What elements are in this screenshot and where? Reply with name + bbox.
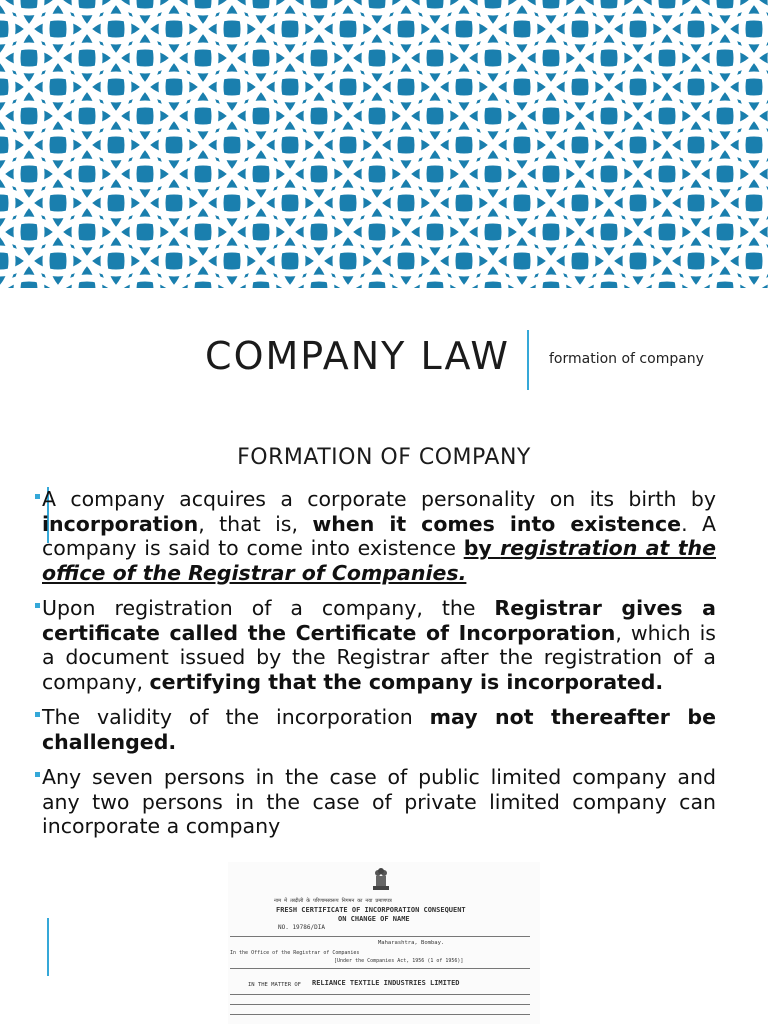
bullet-text-segment: by: [463, 536, 501, 560]
bullet-marker: [35, 712, 40, 717]
certificate-company-name: RELIANCE TEXTILE INDUSTRIES LIMITED: [312, 979, 460, 987]
bullet-marker: [35, 603, 40, 608]
title-divider: [527, 330, 529, 390]
bullet-item: [36, 596, 716, 694]
bullet-text-segment: incorporation: [42, 511, 199, 536]
title-area: [0, 330, 768, 390]
certificate-rule: [230, 936, 530, 937]
page-title: COMPANY LAW: [205, 334, 510, 378]
bullet-text-segment: when it comes into existence: [312, 511, 682, 536]
bullet-text-segment: . A company is said to come into existence: [42, 511, 716, 560]
page-subtitle: formation of company: [549, 351, 704, 367]
bullet-text-segment: Upon registration of a company, the: [42, 596, 495, 620]
bullet-text-segment: , which is a document issued by the Registrar after the registration of a company,: [42, 620, 716, 694]
emblem-icon: [371, 866, 391, 892]
bullet-marker: [35, 494, 40, 499]
bullet-item: [36, 705, 716, 754]
left-accent-bar-lower: [47, 918, 49, 976]
bullet-text-segment: Registrar gives a certificate called the Certificate of Incorporation: [42, 596, 716, 645]
certificate-heading-line1: FRESH CERTIFICATE OF INCORPORATION CONSEQUENT: [276, 906, 466, 914]
certificate-matter-label: IN THE MATTER OF: [248, 982, 301, 988]
decorative-banner: [0, 0, 768, 288]
bullet-text-segment: registration at the office of the Registrar of Companies.: [42, 536, 717, 585]
certificate-act: [Under the Companies Act, 1956 (1 of 1956)]: [334, 958, 464, 964]
bullet-text-segment: , that is,: [198, 511, 313, 536]
bullet-text-segment: A company acquires a corporate personality on its birth by: [42, 487, 716, 511]
circle-pattern: [0, 0, 768, 288]
bullet-marker: [35, 772, 40, 777]
bullet-item: [36, 765, 716, 839]
certificate-rule: [230, 994, 530, 995]
certificate-state: Maharashtra, Bombay.: [378, 940, 445, 946]
bullet-text-segment: certifying that the company is incorporated.: [149, 669, 664, 694]
certificate-image: [228, 862, 540, 1024]
section-heading: FORMATION OF COMPANY: [237, 445, 531, 470]
bullet-list: [36, 487, 716, 850]
certificate-hindi-heading: नाम में तब्दीली के परिणामस्वरूप निगमन का नया प्रमाणपत्र: [274, 898, 392, 904]
certificate-number: NO. 19786/DIA: [278, 924, 325, 931]
certificate-heading-line2: ON CHANGE OF NAME: [338, 915, 410, 923]
bullet-text-segment: The validity of the incorporation: [42, 705, 430, 729]
bullet-text-segment: Any seven persons in the case of public limited company and any two persons in the case of private limited company can incorporate a company: [42, 765, 716, 838]
bullet-text-segment: may not thereafter be challenged.: [42, 705, 716, 754]
bullet-item: [36, 487, 716, 585]
certificate-office-line: In the Office of the Registrar of Companies: [230, 950, 360, 956]
certificate-rule: [230, 1004, 530, 1005]
certificate-rule: [230, 968, 530, 969]
certificate-rule: [230, 1014, 530, 1015]
